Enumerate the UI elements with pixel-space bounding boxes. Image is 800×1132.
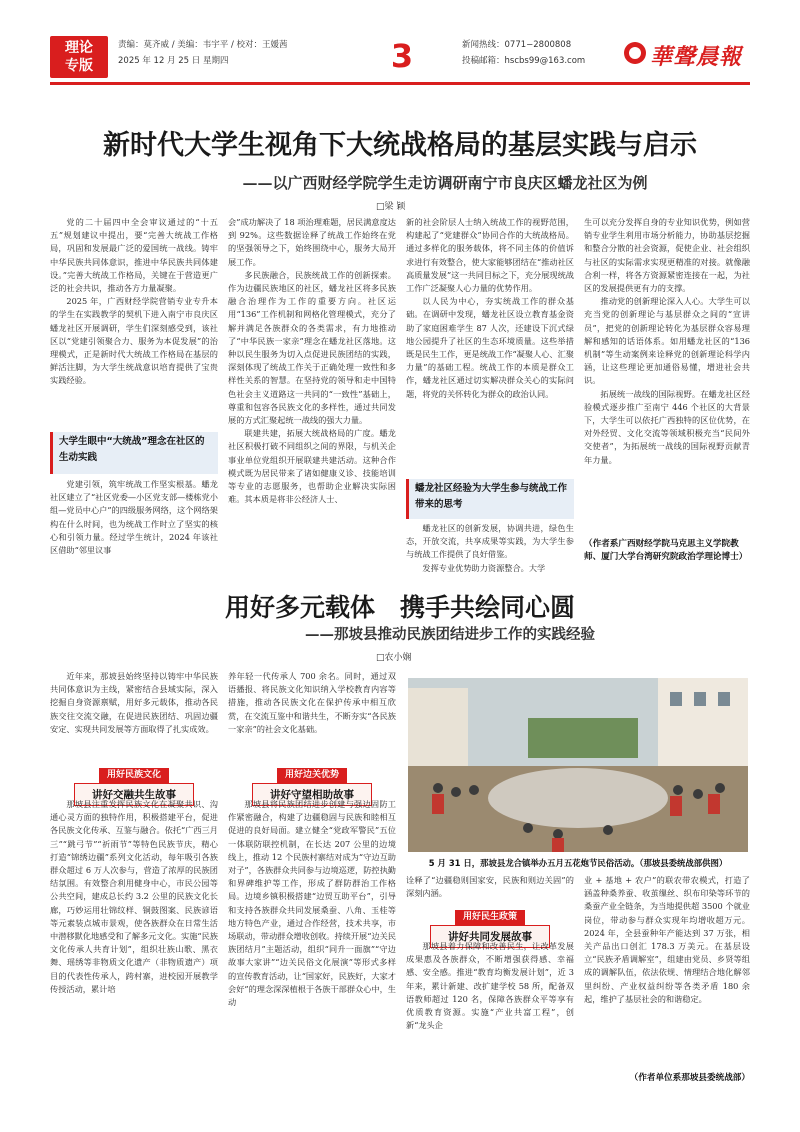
- subhead-text: 讲好守望相助故事: [252, 783, 372, 806]
- article1-col4: [584, 216, 750, 534]
- article2-col2-top: [228, 670, 396, 762]
- article2-subtitle: ——那坡县推动民族团结进步工作的实践经验: [305, 626, 595, 643]
- header-meta-right: [462, 37, 622, 69]
- header-meta-left: [118, 37, 378, 69]
- paragraph: 以人民为中心，夯实统战工作的群众基础。在调研中发现，蟠龙社区设立教育基金资助了家庭困难学生 87 人次，还建设下沉式绿地公园提升了社区的生态环境质量。这些举措既是民生工作，更是统战工作“凝聚人心、汇聚力量”的基础工程。统战工作的本质是群众工作，蟠龙社区通过切实解决群众关心的实际问题，将党的关怀转化为群众的政治认同。: [406, 296, 574, 399]
- paragraph: 蟠龙社区的创新发展，协调共进，绿色生态，开放交流，共享成果等实践，为大学生参与统战工作提供了良好借鉴。: [406, 523, 574, 560]
- subhead-label: 用好民族文化: [99, 768, 169, 783]
- paragraph: 多民族融合，民族统战工作的创新探索。作为边疆民族地区的社区，蟠龙社区将多民族融合治理作为工作的重要方向。社区运用“136”工作机制和网格化管理模式，充分了解并满足各族群众的各类需求，有力地推动了“中华民族一家亲”理念在蟠龙社区落地。这种以民生服务为切入点促进民族团结的实践，深刻体现了统战工作关于正确处理一致性和多样性关系的智慧。在坚持党的领导和走中国特色社会主义道路这一共同的“一致性”基础上，尊重和包容各民族文化的多样性，通过共同发展的方式汇聚起统一战线的强大力量。: [228, 269, 396, 426]
- article1-col3-bottom: [406, 522, 574, 584]
- section-tag-line2: 专版: [65, 58, 93, 74]
- paragraph: 近年来，那坡县始终坚持以铸牢中华民族共同体意识为主线，紧密结合县域实际，深入挖掘自身资源禀赋，用好多元载体，推动各民族交往交流交融，在促进民族团结、巩固边疆安定、实现共同发展等方面取得了扎实成效。: [50, 671, 218, 734]
- article1-subhead-1: 大学生眼中“大统战”理念在社区的生动实践: [50, 432, 218, 474]
- paragraph: 那坡县注重发挥民族文化在凝聚共识、沟通心灵方面的独特作用，积极搭建平台，促进各民族文化传承、互鉴与融合。依托“广西三月三”“跳弓节”“祈雨节”等特色民族节庆，精心打造“锦绣边疆”系列文化活动，每年吸引各族群众超过 6 万人次参与，营造了浓厚的民族团结氛围。有效整合利用健身中心，市民公园等公共空间，建成总长约 3.2 公里的民族文化长廊，巧妙运用壮锦纹样、铜鼓图案、民族谚语等元素装点城市景观，使各族群众在日常生活中潜移默化地感受和了解多元文化。实施“民族文化传承人共育计划”，组织壮族山歌、黑衣舞、瑶绣等非物质文化遗产（非物质遗产）项目的代表性传承人，跨村寨，进校园开展教学传授活动，累计培: [50, 799, 218, 994]
- article1-col1-top: [50, 216, 218, 432]
- editors-line: 责编：莫齐威 / 美编：韦宇平 / 校对：王媛茜: [118, 40, 288, 50]
- section-tag: [50, 36, 108, 78]
- header-rule: [50, 82, 750, 85]
- page-number: 3: [390, 37, 414, 75]
- date-line: 2025 年 12 月 25 日 星期四: [118, 56, 229, 66]
- festival-photo-illustration: [408, 678, 748, 852]
- brand-logo-icon: [624, 42, 646, 64]
- section-tag-line1: 理论: [65, 40, 93, 56]
- paragraph: 推动党的创新理论深入人心。大学生可以充当党的创新理论与基层群众之间的“宣讲员”，把党的创新理论转化为基层群众容易理解和感知的话语体系。如用蟠龙社区的“136 机制”等生动案例来诠释党的创新理论科学内涵，让这些理论更加通俗易懂，增进社会共识。: [584, 296, 750, 386]
- paragraph: 新的社会阶层人士纳入统战工作的视野范围，构建起了“党建群众”协同合作的大统战格局。通过多样化的服务载体，将不同主体的价值诉求进行有效整合，使大家能够团结在“推动社区高质量发展”这一共同目标之下，充分展现统战工作广泛凝聚人心力量的优势作用。: [406, 217, 574, 294]
- paragraph: 诠释了“边疆稳则国家安，民族和则边关固”的深刻内涵。: [406, 875, 574, 899]
- paragraph: 党建引领，筑牢统战工作坚实根基。蟠龙社区建立了“社区党委—小区党支部—楼栋党小组—党员中心户”的四级服务网络，这个网络架构在什么时间，也为统战工作时立了坚实的核心和引领力量。经过学生统计，2024 年该社区借助“邻里议事: [50, 479, 218, 556]
- subhead-label: 用好民生政策: [455, 910, 525, 925]
- paragraph: 2025 年，广西财经学院营销专业专升本的学生在实践教学的契机下进入南宁市良庆区蟠龙社区开展调研，学生们深刻感受到，该社区以“党建引领聚合力、服务为本促发展”的治理模式，正是新时代大统战工作格局在基层的鲜活注脚，为大学生统战意识培育提供了宝贵实践经验。: [50, 296, 218, 386]
- festival-photo: [408, 678, 748, 852]
- paragraph: 养年轻一代传承人 700 余名。同时，通过双语播报、将民族文化知识纳入学校教育内容等措施，推动各民族文化在保护传承中相互欣赏，在交流互鉴中和谐共生，不断夯实“各民族一家亲”的社会文化基础。: [228, 671, 396, 734]
- subhead-label: 用好边关优势: [277, 768, 347, 783]
- paragraph: 生可以充分发挥自身的专业知识优势，例如营销专业学生利用市场分析能力，协助基层挖掘和整合分散的社会资源，促使企业、社会组织与社区的实际需求实现更精准的对接。就像融合利一样，将各方资源紧密连接在一起，为社区的发展提供更有力的支撑。: [584, 217, 750, 294]
- article1-col2: [228, 216, 396, 584]
- paragraph: 拓展统一战线的国际视野。在蟠龙社区经验模式逐步推广至南宁 446 个社区的大背景下，大学生可以依托广西独特的区位优势，在对外经贸、文化交流等领域积极充当“民间外交使者”，为拓展统一战线的国际视野贡献青年力量。: [584, 388, 750, 465]
- article2-title: 用好多元载体 携手共绘同心圆: [224, 593, 575, 622]
- article2-byline: □农小娴: [376, 653, 412, 663]
- article1-subhead-2: 蟠龙社区经验为大学生参与统战工作带来的思考: [406, 479, 574, 519]
- paragraph: 业 + 基地 + 农户”的联农带农模式，打造了涵盖种桑养蚕、收茧缫丝、织布印染等环节的桑蚕产业全链条，为当地提供超 3500 个就业岗位，带动参与群众实现年均增收超万元。2024 年，全县蚕种年产能达到 37 万张，相关产品出口创汇 178.3 万美元。在基层设立“民族矛盾调解室”，组建由党员、乡贤等组成的调解队伍，依法依规、情理结合地化解邻里纠纷、产业权益纠纷等各类矛盾 180 余起，维护了基层社会的和谐稳定。: [584, 875, 750, 1004]
- article1-col1-bottom: [50, 478, 218, 584]
- article1-subtitle: ——以广西财经学院学生走访调研南宁市良庆区蟠龙社区为例: [242, 174, 648, 192]
- article2-col1-top: [50, 670, 218, 762]
- article2-col1-bottom: [50, 798, 218, 1084]
- paragraph: 会”成功解决了 18 项治理难题，居民满意度达到 92%。这些数据诠释了统战工作始终在党的坚强领导之下，始终围绕中心，服务大局开展工作。: [228, 217, 396, 267]
- paragraph: 那坡县着力保障和改善民生，让改革发展成果惠及各族群众，不断增强获得感、幸福感、安全感。推进“教育均衡发展计划”，近 3 年来，累计新建、改扩建学校 58 所，配备双语教师超过 120 名，保障各族群众平等享有优质教育资源。实施“产业共富工程”，创新“龙头企: [406, 941, 574, 1031]
- article2-col3-top: [406, 874, 574, 902]
- article1-byline: □梁 颖: [376, 202, 406, 212]
- photo-caption: 5 月 31 日，那坡县龙合镇举办五月五花炮节民俗活动。（那坡县委统战部供图）: [428, 858, 728, 868]
- brand-name: 華聲晨報: [650, 44, 743, 70]
- paragraph: 党的二十届四中全会审议通过的“十五五”规划建议中提出，要“完善大统战工作格局，巩固和发展最广泛的爱国统一战线。铸牢中华民族共同体意识，推进中华民族共同体建设。”完善大统战工作格局，关键在于营造更广泛的社会共识，推动各方力量凝聚。: [50, 217, 218, 294]
- subhead-text: 讲好共同发展故事: [430, 925, 550, 948]
- paragraph: 那坡县将民族团结进步创建与强边固防工作紧密融合，构建了边疆稳固与民族和睦相互促进的良好局面。建立健全“党政军警民”五位一体联防联控机制，在长达 207 公里的边境线上，推动 12 个民族村寨结对成为“守边互助对子”，各族群众共同参与边境巡逻，防控执勤和界碑维护等工作，形成了群防群治工作格局。边境乡镇积极搭建“边贸互助平台”，引导和支持各族群众共同发展桑蚕、八角、玉桂等地方特色产业，通过合作经营，技术共享，市场联动，带动群众增收创收。持续开展“边关民族团结月”主题活动，组织“同升一面旗”“守边故事大家讲”“边关民俗文化展演”等形式多样的宣传教育活动，让“国家好，民族好，大家才会好”的理念深深植根于各族干部群众心中，生动: [228, 799, 396, 1008]
- article2-col2-bottom: [228, 798, 396, 1084]
- article1-author-note: （作者系广西财经学院马克思主义学院教师、厦门大学台湾研究院政治学理论博士）: [584, 539, 748, 562]
- contribution-email[interactable]: 投稿邮箱：hscbs99@163.com: [462, 56, 586, 66]
- paragraph: 联建共建，拓展大统战格局的广度。蟠龙社区积极打破不同组织之间的界限，与机关企事业单位党组织开展联建共建活动。这种合作模式既为居民带来了诸如健康义诊、技能培训等专业的志愿服务，也帮助企业解决实际困难。其本质是将非公经济人士、: [228, 428, 396, 505]
- article2-col4: [584, 874, 750, 1070]
- paragraph: 发挥专业优势助力资源整合。大学: [422, 562, 546, 573]
- article1-title: 新时代大学生视角下大统战格局的基层实践与启示: [103, 130, 697, 161]
- article1-col3-top: [406, 216, 574, 478]
- hotline: 新闻热线：0771−2800808: [462, 40, 572, 50]
- article2-col3-bottom: [406, 940, 574, 1084]
- subhead-text: 讲好交融共生故事: [74, 783, 194, 806]
- article2-author-note: （作者单位系那坡县委统战部）: [629, 1073, 750, 1083]
